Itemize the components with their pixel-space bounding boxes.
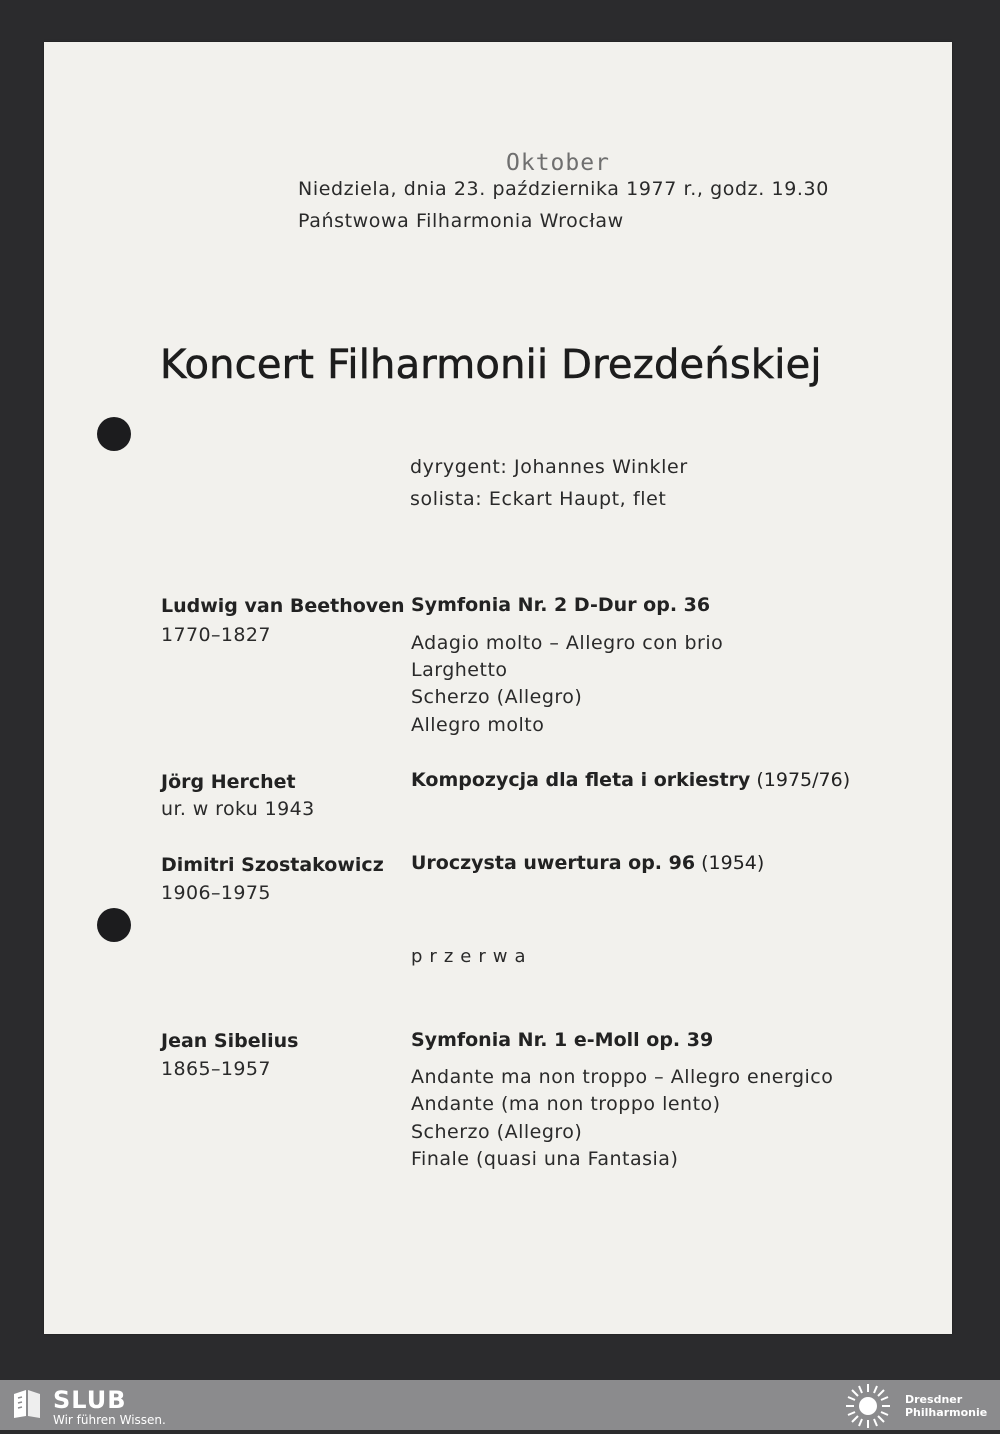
intermission: przerwa: [411, 946, 533, 967]
partner-name[interactable]: [905, 1393, 987, 1419]
work-year: (1975/76): [756, 769, 851, 791]
composer-years: 1865–1957: [161, 1058, 271, 1080]
footer-bar: [0, 1380, 1000, 1430]
movement: Allegro molto: [411, 714, 545, 736]
movement: Scherzo (Allegro): [411, 1121, 583, 1143]
partner-line: Dresdner: [905, 1393, 963, 1406]
movement: Andante (ma non troppo lento): [411, 1093, 721, 1115]
soloist: solista: Eckart Haupt, flet: [410, 488, 667, 510]
composer-name: Jörg Herchet: [161, 771, 296, 793]
dresdner-philharmonie-logo-icon[interactable]: [842, 1382, 894, 1434]
work-title: Kompozycja dla fleta i orkiestry (1975/76): [411, 769, 851, 791]
date-line: Niedziela, dnia 23. października 1977 r., godz. 19.30: [298, 178, 829, 200]
work-title: Symfonia Nr. 2 D-Dur op. 36: [411, 594, 711, 616]
typed-month: Oktober: [506, 150, 610, 176]
punch-hole: [97, 417, 131, 451]
composer-name: Jean Sibelius: [161, 1030, 299, 1052]
concert-title: Koncert Filharmonii Drezdeńskiej: [160, 342, 822, 388]
partner-line: Philharmonie: [905, 1406, 988, 1419]
slub-logo-icon[interactable]: [12, 1388, 42, 1424]
movement: Larghetto: [411, 659, 508, 681]
movement: Scherzo (Allegro): [411, 686, 583, 708]
movement: Andante ma non troppo – Allegro energico: [411, 1066, 834, 1088]
movement: Finale (quasi una Fantasia): [411, 1148, 679, 1170]
composer-name: Dimitri Szostakowicz: [161, 854, 384, 876]
composer-years: ur. w roku 1943: [161, 798, 315, 820]
work-year: (1954): [701, 852, 765, 874]
movement: Adagio molto – Allegro con brio: [411, 632, 724, 654]
composer-name: Ludwig van Beethoven: [161, 595, 405, 617]
library-name[interactable]: SLUB: [53, 1386, 127, 1414]
composer-years: 1906–1975: [161, 882, 271, 904]
library-tagline: Wir führen Wissen.: [53, 1413, 166, 1427]
venue: Państwowa Filharmonia Wrocław: [298, 210, 624, 232]
punch-hole: [97, 908, 131, 942]
conductor: dyrygent: Johannes Winkler: [410, 456, 688, 478]
composer-years: 1770–1827: [161, 624, 271, 646]
work-title: Symfonia Nr. 1 e-Moll op. 39: [411, 1029, 714, 1051]
work-title: Uroczysta uwertura op. 96 (1954): [411, 852, 765, 874]
